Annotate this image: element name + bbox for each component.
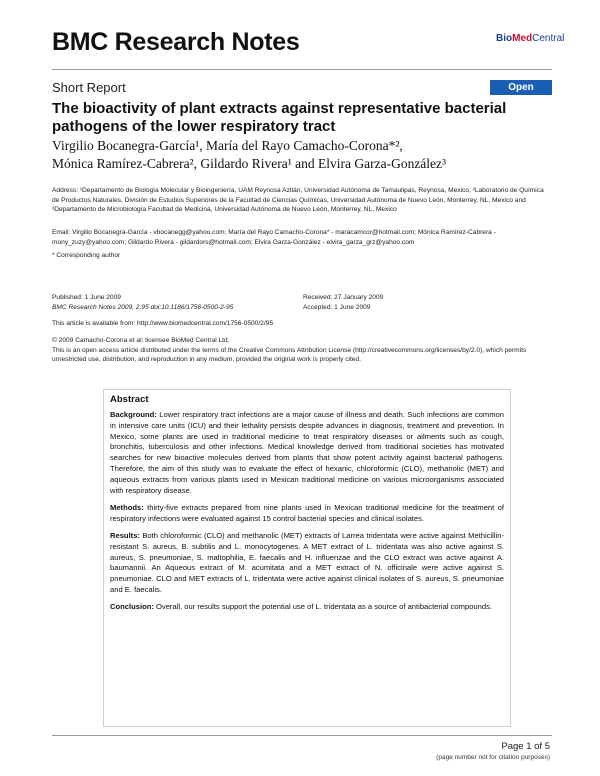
background-label: Background:: [110, 410, 157, 419]
logo-central: Central: [532, 33, 565, 44]
author-emails: Email: Virgilio Bocanegra-García - vbocanegg@yahoo.com; María del Rayo Camacho-Corona* - maracamcor@hotmail.com; Mónica Ramírez-Cabrera - mony_zuzy@yahoo.com; Gildardo Rivera - gildardors@hotmail.com; Elvira Garza-González - elvira_garza_grz@yahoo.com: [52, 229, 496, 246]
citation: BMC Research Notes 2009, 2:95 doi:10.1186/1756-0500-2-95: [52, 303, 234, 311]
affiliations: Address: ¹Departamento de Biología Molecular y Bioingeniería, UAM Reynosa Aztlán, Universidad Autónoma de Tamaulipas, Reynosa, Mexico, ²Laboratorio de Química de Productos Naturales, División de Estudios Superiores de la Facultad de Ciencias Químicas, Universidad Autónoma de Nuevo León, Monterrey, NL, Mexico and ³Departamento de Microbiología Facultad de Medicina, Universidad Autónoma de Nuevo León, Monterrey, NL, Mexico: [52, 187, 544, 213]
logo-med: Med: [512, 33, 533, 44]
biomed-central-logo: [496, 33, 564, 44]
abstract-background: [110, 410, 504, 496]
results-label: Results:: [110, 530, 140, 540]
abstract-box: [103, 389, 511, 727]
dates-info: [303, 293, 543, 312]
page-number-note: (page number not for citation purposes): [436, 754, 550, 761]
article-title: The bioactivity of plant extracts against representative bacterial pathogens of the lower respiratory tract: [52, 100, 507, 135]
methods-label: Methods:: [110, 502, 144, 512]
header-divider: [52, 69, 552, 70]
author-line-1: Virgilio Bocanegra-García¹, María del Rayo Camacho-Corona*²,: [52, 138, 403, 153]
results-text: Both chloroformic (CLO) and methanolic (MET) extracts of Larrea tridentata were active against Methicillin-resistant S. aureus, B. subtilis and L. monocytogenes. A MET extract of L. tridentata was also active against S. aureus, S. pneumoniae, S. maltophilia, E. faecalis and H. influenzae and the CLO extract was active against A. baumannii. An Aqueous extract of M. acumitata and a MET extract of N. officinale were active against S. pneumoniae. CLO and MET extracts of L. tridentata were active against clinical isolates of S. aureus, S. pneumoniae and E. faecalis.: [110, 530, 504, 594]
published-date: Published: 1 June 2009: [52, 294, 121, 301]
abstract-methods: [110, 503, 504, 525]
abstract-heading: Abstract: [110, 394, 149, 405]
accepted-date: Accepted: 1 June 2009: [303, 303, 371, 311]
author-list: [52, 137, 552, 173]
page-number: Page 1 of 5: [501, 741, 550, 752]
open-access-badge: Open Access: [490, 80, 552, 95]
methods-text: thirty-five extracts prepared from nine plants used in Mexican traditional medicine for the treatment of respiratory infections were evaluated against 15 control bacterial species and clinical isolates.: [110, 502, 504, 523]
abstract-results: [110, 531, 504, 596]
license-text: This is an open access article distributed under the terms of the Creative Commons Attribution License (http://creativecommons.org/licenses/by/2.0), which permits unrestricted use, distribution, and reproduction in any medium, provided the original work is properly cited.: [52, 346, 527, 363]
article-url[interactable]: This article is available from: http://www.biomedcentral.com/1756-0500/2/95: [52, 320, 273, 327]
conclusion-label: Conclusion:: [110, 602, 154, 612]
abstract-body: [110, 410, 504, 620]
publication-info: [52, 293, 292, 312]
journal-title: BMC Research Notes: [52, 28, 300, 56]
logo-bio: Bio: [496, 33, 513, 44]
corresponding-author-note: * Corresponding author: [52, 252, 121, 259]
article-type: Short Report: [52, 80, 126, 95]
copyright-line: © 2009 Camacho-Corona et al; licensee BioMed Central Ltd.: [52, 337, 230, 344]
copyright-block: [52, 336, 552, 365]
footer-divider: [52, 735, 552, 736]
conclusion-text: Overall, our results support the potential use of L. tridentata as a source of antibacterial compounds.: [156, 602, 493, 612]
background-text: Lower respiratory tract infections are a major cause of illness and death. Such infections are common in intensive care units (ICU) and their lethality persists despite advances in diagnosis, treatment and prevention. In Mexico, some plants are used in traditional medicine to treat respiratory diseases or ailments such as cough, bronchitis, tuberculosis and other infections. Medical knowledge derived from traditional societies has motivated searches for new bioactive molecules derived from plants that show potent activity against bacterial pathogens. Therefore, the aim of this study was to evaluate the effect of hexanic, chloroformic (CLO), methanolic (MET) and aqueous extracts from various plants used in Mexican traditional medicine on various microorganisms associated with respiratory disease.: [110, 410, 504, 495]
abstract-conclusion: [110, 602, 504, 613]
received-date: Received: 27 January 2009: [303, 294, 384, 301]
author-line-2: Mónica Ramírez-Cabrera², Gildardo Rivera¹ and Elvira Garza-González³: [52, 156, 447, 171]
